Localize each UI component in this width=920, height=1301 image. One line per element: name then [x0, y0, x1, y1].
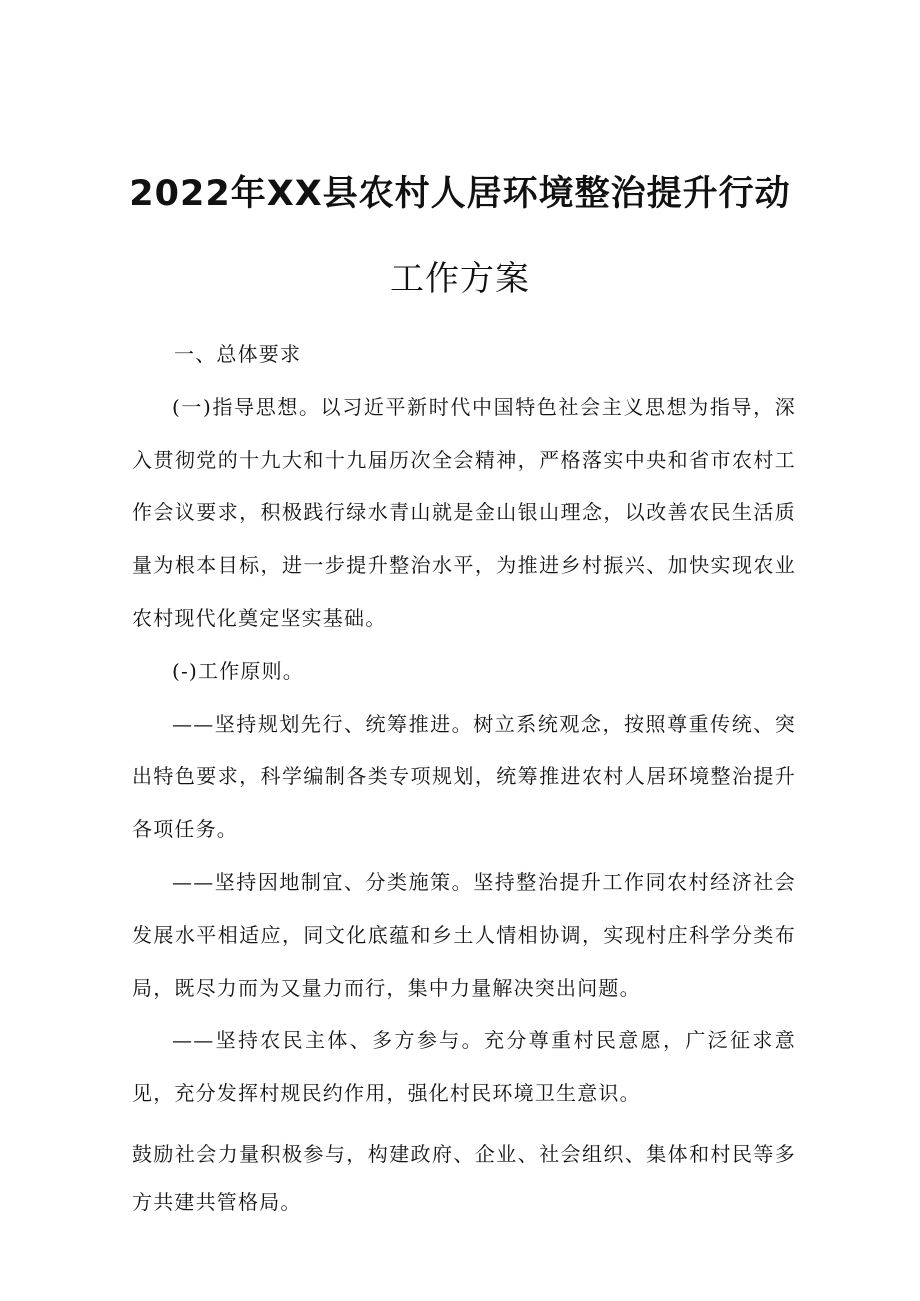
paragraph-principle-farmers: ——坚持农民主体、多方参与。充分尊重村民意愿，广泛征求意见，充分发挥村规民约作用，强化村民环境卫生意识。	[132, 1028, 796, 1106]
paragraph-social-participation: 鼓励社会力量积极参与，构建政府、企业、社会组织、集体和村民等多方共建共管格局。	[132, 1141, 796, 1215]
document-title-line-2: 工作方案	[390, 259, 530, 299]
paragraph-principle-local-conditions: ——坚持因地制宜、分类施策。坚持整治提升工作同农村经济社会发展水平相适应，同文化底蕴和乡土人情相协调，实现村庄科学分类布局，既尽力而为又量力而行，集中力量解决突出问题。	[132, 869, 796, 1000]
section-heading: 一、总体要求	[174, 342, 302, 366]
document-title-line-1: 2022年XX县农村人居环境整治提升行动	[129, 174, 791, 214]
document-body	[132, 328, 796, 1227]
paragraph-principles-heading: (-)工作原则。	[172, 658, 304, 683]
paragraph-principle-planning: ——坚持规划先行、统筹推进。树立系统观念，按照尊重传统、突出特色要求，科学编制各类专项规划，统筹推进农村人居环境整治提升各项任务。	[132, 711, 796, 842]
paragraph-guiding-thought: (一)指导思想。以习近平新时代中国特色社会主义思想为指导，深入贯彻党的十九大和十九届历次全会精神，严格落实中央和省市农村工作会议要求，积极践行绿水青山就是金山银山理念，以改善农民生活质量为根本目标，进一步提升整治水平，为推进乡村振兴、加快实现农业农村现代化奠定坚实基础。	[132, 394, 796, 630]
